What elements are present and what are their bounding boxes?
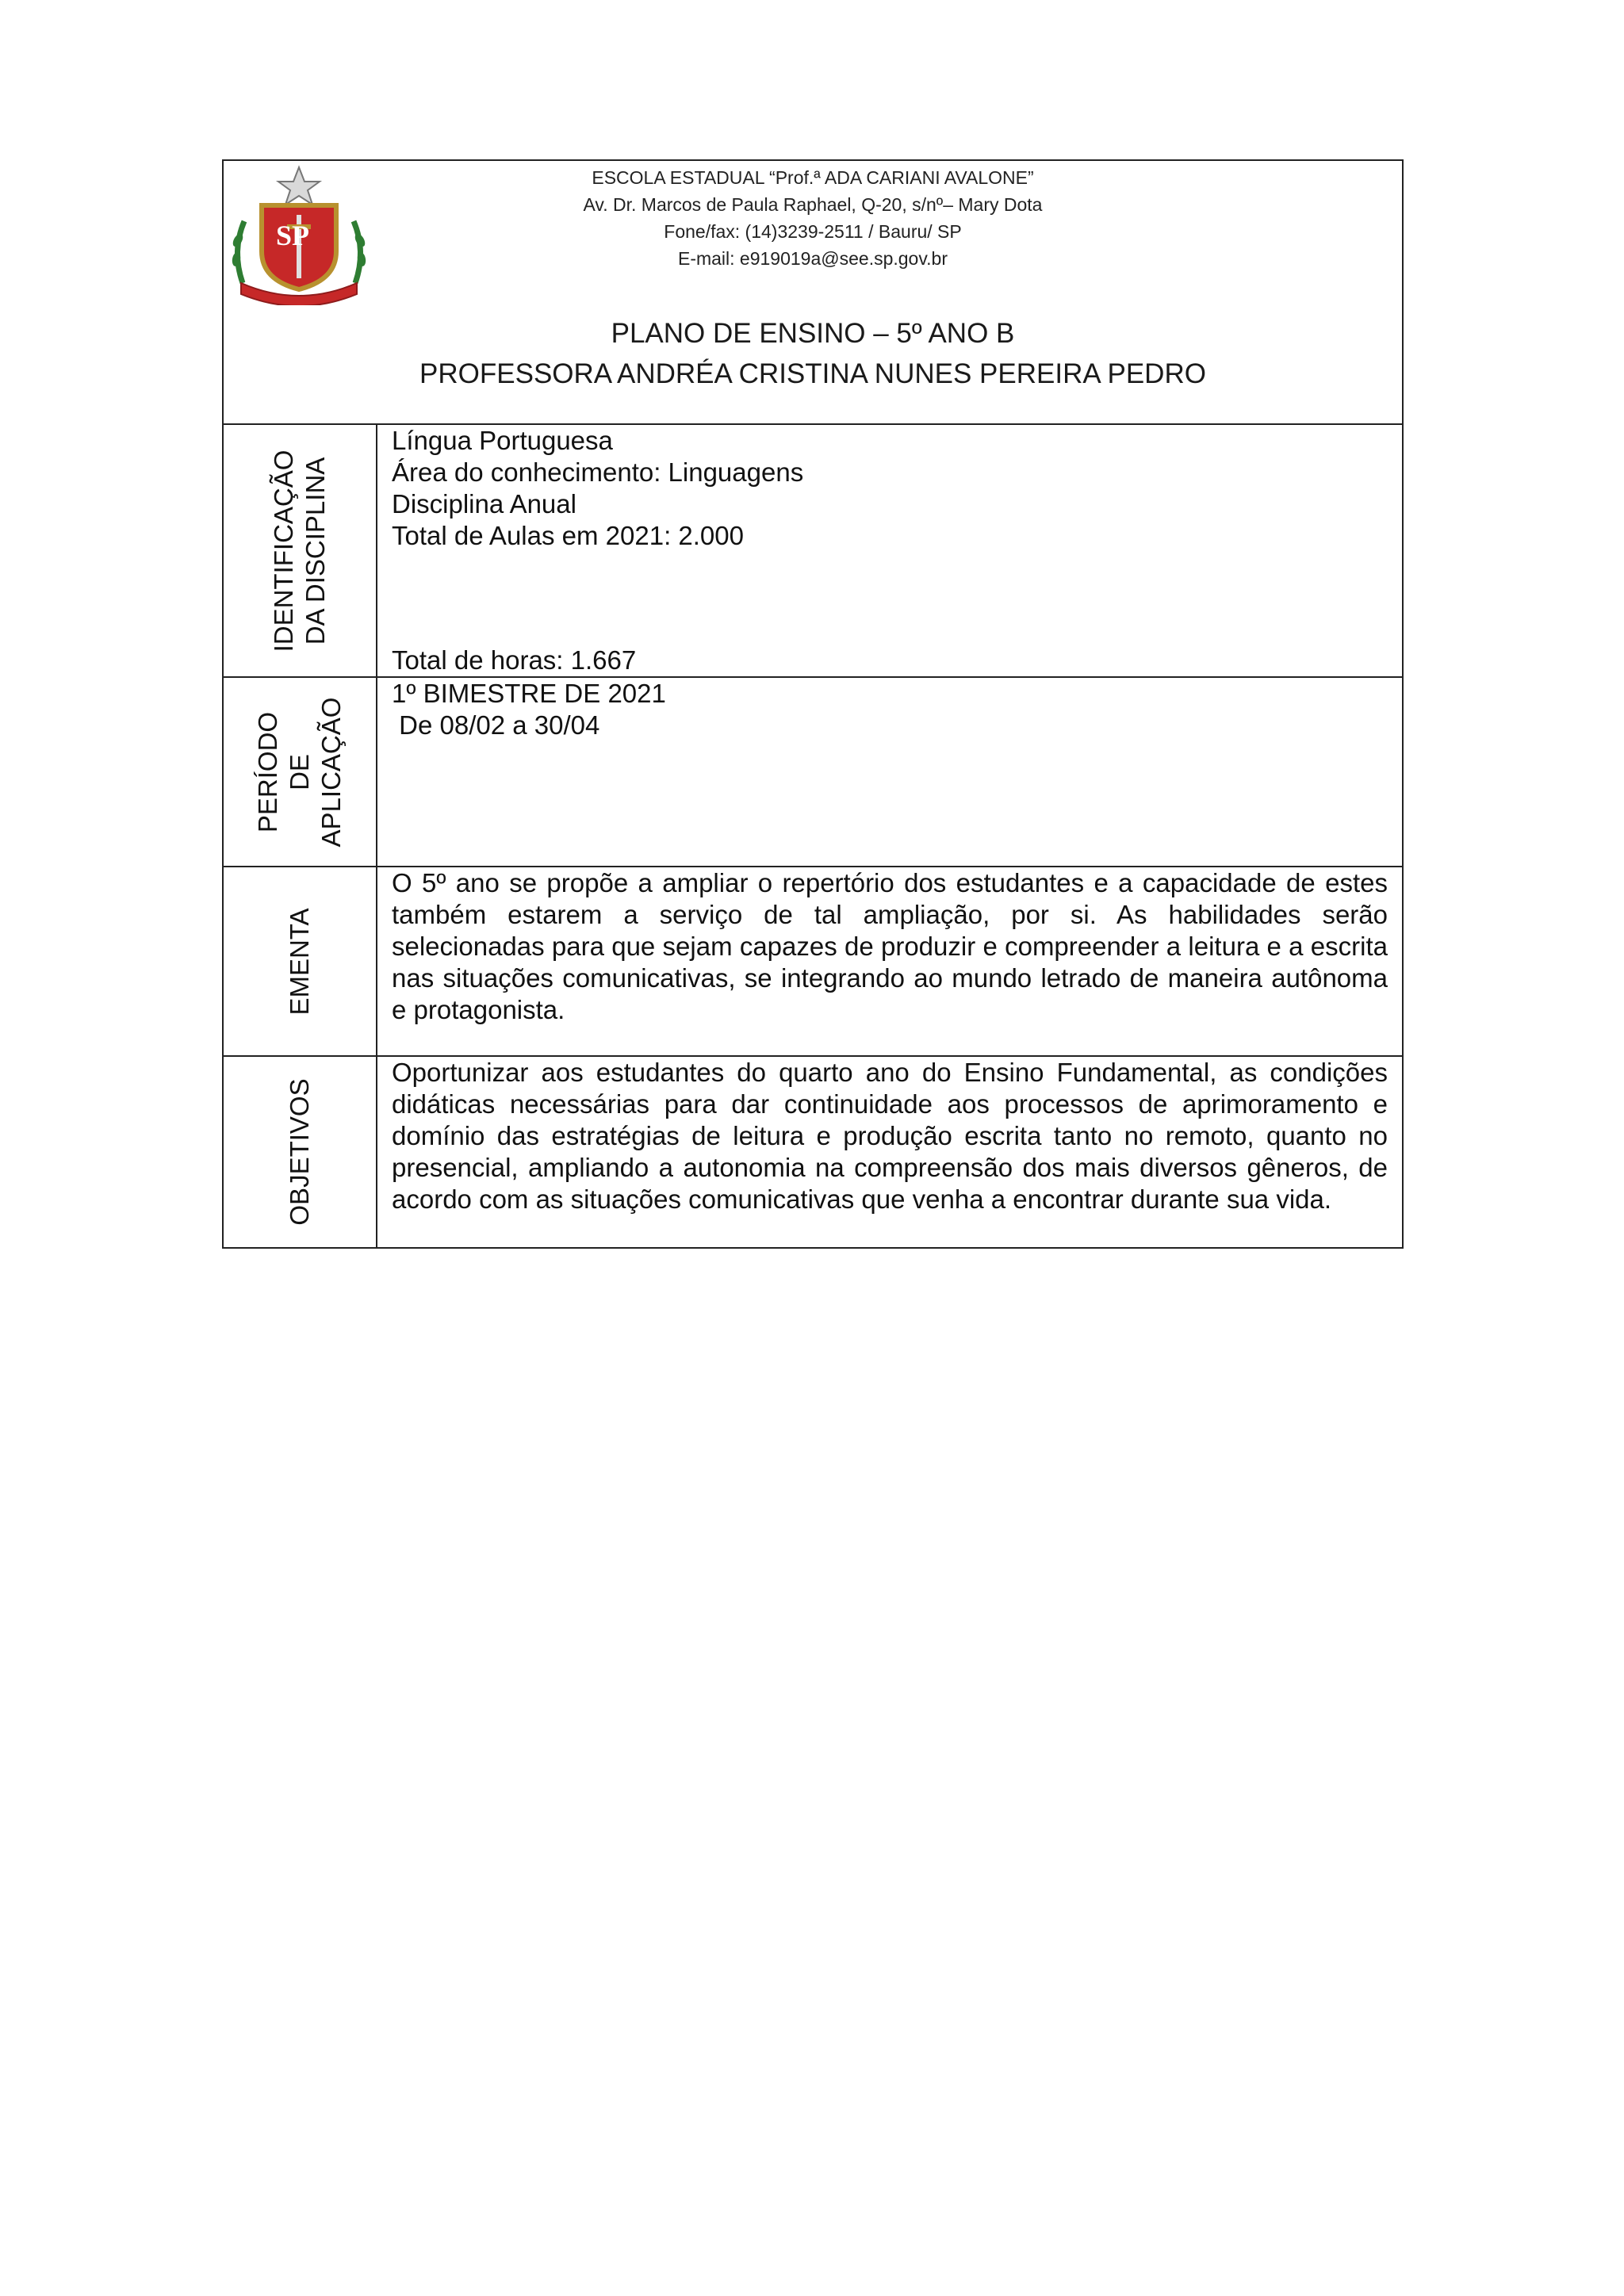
objetivos-text: Oportunizar aos estudantes do quarto ano do Ensino Fundamental, as condições didáticas necessárias para dar continuidade aos processos de aprimoramento e domínio das estratégias de leitura e produção escrita tanto no remoto, quanto no presencial, ampliando a autonomia na compreensão dos mais diversos gêneros, de acordo com as situações comunicativas que venha a encontrar durante sua vida. (392, 1058, 1388, 1214)
label-line: PERÍODO (253, 711, 282, 832)
vertical-label-identificacao (268, 450, 331, 652)
teaching-plan-table (222, 159, 1404, 1249)
row-objetivos (224, 1057, 1402, 1247)
plan-title-block (224, 313, 1402, 394)
vertical-label-objetivos: OBJETIVOS (285, 1078, 314, 1226)
school-address: Av. Dr. Marcos de Paula Raphael, Q-20, s/nº– Mary Dota (583, 194, 1043, 215)
school-email: E-mail: e919019a@see.sp.gov.br (677, 248, 948, 269)
label-cell-ementa (224, 867, 377, 1055)
label-line: APLICAÇÃO (316, 697, 346, 847)
row-identificacao-disciplina (224, 425, 1402, 678)
content-cell-ementa (377, 867, 1402, 1055)
discipline-type: Disciplina Anual (392, 489, 576, 519)
document-header (224, 161, 1402, 425)
total-classes: Total de Aulas em 2021: 2.000 (392, 521, 744, 550)
label-line: IDENTIFICAÇÃO (269, 450, 298, 652)
content-cell-objetivos (377, 1057, 1402, 1247)
subject-name: Língua Portuguesa (392, 426, 613, 455)
plan-title: PLANO DE ENSINO – 5º ANO B (611, 318, 1015, 349)
vertical-label-ementa: EMENTA (285, 907, 314, 1016)
total-hours: Total de horas: 1.667 (392, 645, 637, 675)
row-ementa (224, 867, 1402, 1057)
vertical-label-periodo (252, 697, 347, 847)
label-line: DA DISCIPLINA (301, 457, 330, 645)
knowledge-area: Área do conhecimento: Linguagens (392, 457, 804, 487)
crest-letters: SP (276, 220, 310, 251)
school-phone: Fone/fax: (14)3239-2511 / Bauru/ SP (664, 221, 962, 242)
bimester: 1º BIMESTRE DE 2021 (392, 679, 666, 708)
label-cell-periodo (224, 678, 377, 866)
school-info (224, 164, 1402, 272)
label-cell-objetivos (224, 1057, 377, 1247)
label-cell-identificacao (224, 425, 377, 676)
teacher-name: PROFESSORA ANDRÉA CRISTINA NUNES PEREIRA PEDRO (419, 358, 1206, 389)
label-line: DE (285, 753, 314, 790)
ementa-text: O 5º ano se propõe a ampliar o repertório dos estudantes e a capacidade de estes também estarem a serviço de tal ampliação, por si. As habilidades serão selecionadas para que sejam capazes de produzir e compreender a leitura e a escrita nas situações comunicativas, se integrando ao mundo letrado de maneira autônoma e protagonista. (392, 868, 1388, 1024)
content-cell-periodo (377, 678, 1402, 866)
row-periodo-aplicacao (224, 678, 1402, 867)
date-range: De 08/02 a 30/04 (392, 710, 600, 740)
content-cell-identificacao (377, 425, 1402, 676)
school-name: ESCOLA ESTADUAL “Prof.ª ADA CARIANI AVALONE” (592, 167, 1034, 188)
